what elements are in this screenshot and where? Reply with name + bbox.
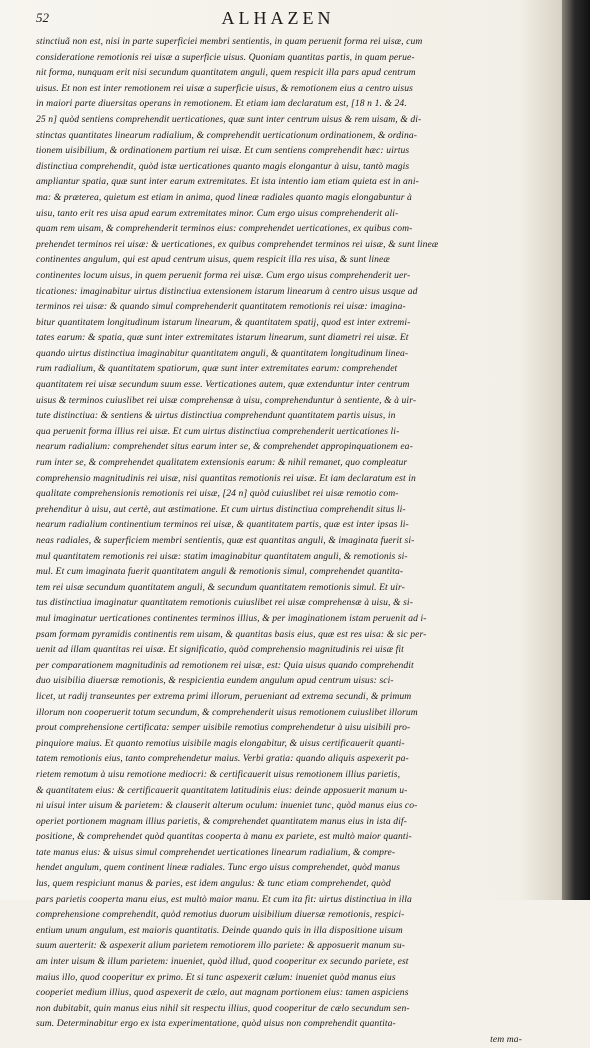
text-line: am inter uisum & illum parietem: inueniet, quòd illud, quod cooperitur ex secundo pariete, est	[36, 956, 409, 968]
text-line: neas radiales, & superficiem membri sentientis, quæ est quantitas anguli, & imaginata fuerit si-	[36, 535, 415, 546]
text-line: tute distinctiua: & sentiens & uirtus distinctiua comprehendunt quantitatem partis uisus, in	[36, 410, 396, 422]
text-line: prehenditur à uisu, aut certè, aut æstimatione. Et cum uirtus distinctiua comprehendit situs li-	[36, 503, 406, 515]
text-line: positione, & comprehendet quòd quantitas cooperta à manu ex pariete, est multò maior quanti-	[36, 831, 412, 843]
text-line: entium unum angulum, est maioris quantitatis. Deinde quando quis in illa dispositione uisum	[36, 924, 403, 936]
text-line: stinctas quantitates linearum radialium, & comprehendit uerticationum ordinationem, & ordina-	[36, 129, 418, 141]
text-line: prehendet terminos rei uisæ: & uerticationes, ex quibus comprehendet terminos rei uisæ, & sunt lineæ	[36, 238, 439, 250]
text-line: quantitatem rei uisæ secundum suum esse. Verticationes autem, quæ extenduntur inter centrum	[36, 379, 410, 391]
text-line: uenit ad illam quantitas rei uisæ. Et significatio, quòd comprehensio magnitudinis rei uisæ fit	[36, 644, 404, 656]
text-line: uisu, tanto erit res uisa apud earum extremitates minor. Cum ergo uisus comprehenderit ali-	[36, 207, 399, 219]
text-line: in maiori parte diuersitas operans in remotionem. Et etiam iam declaratum est, [18 n 1. & 24.	[36, 98, 407, 110]
text-line: rum inter se, & comprehendet qualitatem extensionis earum: & nihil remanet, quo compleatur	[36, 457, 408, 469]
text-line: tionem uisibilium, & ordinationem partium rei uisæ. Et cum sentiens comprehendit hæc: uirtus	[36, 145, 410, 157]
text-line: nearum radialium: comprehendet situs earum inter se, & comprehendet appropinquationem ea-	[36, 441, 413, 453]
text-line: illorum non cooperuerit totum secundum, & comprehenderit uisus remotionem cuiuslibet illorum	[36, 706, 418, 718]
text-line: rum radialium, & quantitatem spatiorum, quæ sunt inter extremitates earum: comprehendet	[36, 363, 398, 375]
text-line: nearum radialium continentium terminos rei uisæ, & quantitatem partis, quæ est inter ipsas li-	[36, 519, 409, 531]
text-line: uisus. Et non est inter remotionem rei uisæ a superficie uisus, & remotionem eius a centro uisus	[36, 82, 413, 94]
text-line: non dubitabit, quin manus eius nihil sit respectu illius, quod cooperitur de cælo secundum sen-	[36, 1002, 410, 1014]
text-line: maius illo, quod cooperitur ex primo. Et si tunc aspexerit cælum: inueniet quòd manus eius	[36, 971, 396, 983]
page-number: 52	[36, 10, 49, 25]
text-line: nit forma, nunquam erit nisi secundum quantitatem anguli, quem respicit illa pars apud centrum	[36, 67, 416, 79]
text-line: tem ma-	[490, 1034, 522, 1045]
text-line: operiet portionem magnam illius parietis, & comprehendet quantitatem manus eius in ista dif-	[36, 815, 407, 827]
text-line: psam formam pyramidis continentis rem uisam, & quantitas basis eius, quæ est res uisa: & sic per-	[36, 628, 427, 640]
text-line: mul imaginatur uerticationes continentes terminos illius, & per imaginationem istam peruenit ad i-	[36, 612, 427, 624]
text-line: sum. Determinabitur ergo ex ista experimentatione, quòd uisus non comprehendit quantita-	[36, 1018, 396, 1030]
text-line: distinctiua comprehendit, quòd istæ uerticationes quanto magis elongantur à uisu, tantò magis	[36, 160, 410, 172]
text-line: tates earum: & spatia, quæ sunt inter extremitates istarum linearum, sunt diametri rei uisæ. Et	[36, 332, 409, 344]
text-line: quando uirtus distinctiua imaginabitur quantitatem anguli, & quantitatem longitudinum linea-	[36, 347, 409, 359]
page-header	[36, 8, 520, 30]
text-line: qualitate comprehensionis remotionis rei uisæ, [24 n] quòd cuiuslibet rei uisæ remotio com-	[36, 488, 399, 500]
running-title: ALHAZEN	[221, 8, 335, 28]
text-line: ma: & præterea, quietum est etiam in anima, quod lineæ radiales quanto magis elongabuntur à	[36, 191, 412, 203]
text-line: hendet angulum, quem continent lineæ radiales. Tunc ergo uisus comprehendet, quòd manus	[36, 862, 400, 874]
text-line: mul. Et cum imaginata fuerit quantitatem anguli & remotionis simul, comprehendet quantita-	[36, 566, 404, 578]
body-text	[36, 34, 522, 1045]
text-line: comprehensione comprehendit, quòd remotius duorum uisibilium diuersæ remotionis, respici-	[36, 909, 405, 921]
text-line: per comparationem magnitudinis ad remotionem rei uisæ, est: Quia uisus quando comprehendit	[36, 659, 414, 671]
text-line: continentes locum uisus, in quem peruenit forma rei uisæ. Cum ergo uisus comprehenderit uer-	[36, 269, 411, 281]
text-line: qua peruenit forma illius rei uisæ. Et cum uirtus distinctiua comprehenderit uerticationes li-	[36, 425, 400, 437]
text-line: licet, ut radij transeuntes per extrema primi illorum, perueniant ad extrema secundi, & primum	[36, 690, 412, 702]
text-line: consideratione remotionis rei uisæ a superficie uisus. Quoniam quantitas partis, in quam perue-	[36, 51, 415, 63]
text-line: duo uisibilia diuersæ remotionis, & respicientia eundem angulum apud centrum uisus: sci-	[36, 675, 394, 687]
text-line: stinctiuã non est, nisi in parte superficiei membri sentientis, in quam peruenit forma rei uisæ, cum	[36, 36, 423, 47]
text-line: lus, quem respiciunt manus & paries, est idem angulus: & tunc etiam comprehendet, quòd	[36, 878, 391, 890]
text-line: quam rem uisam, & comprehenderit terminos eius: comprehendet uerticationes, ex quibus com-	[36, 223, 413, 235]
text-line: suum auerterit: & aspexerit alium parietem remotiorem illo pariete: & apposuerit manum su-	[36, 940, 406, 952]
text-line: ampliantur spatia, quæ sunt inter earum extremitates. Et ista intentio iam etiam quieta est in ani-	[36, 176, 419, 188]
text-line: uisus & terminos cuiuslibet rei uisæ comprehensæ à uisu, comprehenduntur à sentiente, & à uir-	[36, 394, 417, 406]
text-line: cooperiet medium illius, quod aspexerit de cælo, aut magnam portionem eius: tamen aspiciens	[36, 987, 409, 999]
text-line: prout comprehensione certificata: semper uisibile remotius comprehendetur à uisu uisibili pro-	[36, 722, 411, 734]
text-line: pinquiore maius. Et quanto remotius uisibile magis elongabitur, & uisus certificauerit quanti-	[36, 737, 405, 749]
text-line: ticationes: imaginabitur uirtus distinctiua extensionem istarum linearum à centro uisus usque ad	[36, 285, 418, 297]
text-line: tatem remotionis eius, tanto comprehendetur maius. Verbi gratia: quando aliquis aspexerit pa-	[36, 753, 409, 765]
text-line: 25 n] quòd sentiens comprehendit uerticationes, quæ sunt inter centrum uisus & rem uisam, & di-	[36, 113, 422, 125]
text-line: rietem remotum à uisu remotione mediocri: & certificauerit uisus remotionem illius parietis,	[36, 768, 401, 780]
text-line: mul quantitatem remotionis rei uisæ: statim imaginabitur quantitatem anguli, & remotionis si-	[36, 550, 408, 562]
text-line: & quantitatem eius: & certificauerit quantitatem latitudinis eius: deinde apposuerit manum u-	[36, 784, 408, 796]
text-line: bitur quantitatem longitudinum istarum linearum, & quantitatem spatij, quod est inter extremi-	[36, 316, 411, 328]
text-line: terminos rei uisæ: & quando simul comprehenderit quantitatem remotionis rei uisæ: imagina-	[36, 301, 406, 313]
book-spine-shadow	[562, 0, 590, 900]
text-line: continentes angulum, qui est apud centrum uisus, quem respicit illa res uisa, & sunt lineæ	[36, 254, 390, 266]
text-line: comprehensio magnitudinis rei uisæ, nisi quantitas remotionis rei uisæ. Et iam declaratum est in	[36, 472, 416, 484]
text-line: tus distinctiua imaginatur quantitatem remotionis cuiuslibet rei uisæ comprehensæ à uisu, & si-	[36, 597, 413, 609]
text-line: ni uisui inter uisum & parietem: & clauserit alterum oculum: inueniet tunc, quòd manus eius co-	[36, 800, 418, 812]
text-line: pars parietis cooperta manu eius, est multò maior manu. Et cum ita fit: uirtus distinctiua in illa	[36, 893, 412, 905]
text-line: tem rei uisæ secundum quantitatem anguli, & secundum quantitatem remotionis simul. Et uir-	[36, 581, 405, 593]
text-line: tate manus eius: & uisus simul comprehendet uerticationes linearum radialium, & compre-	[36, 846, 396, 858]
